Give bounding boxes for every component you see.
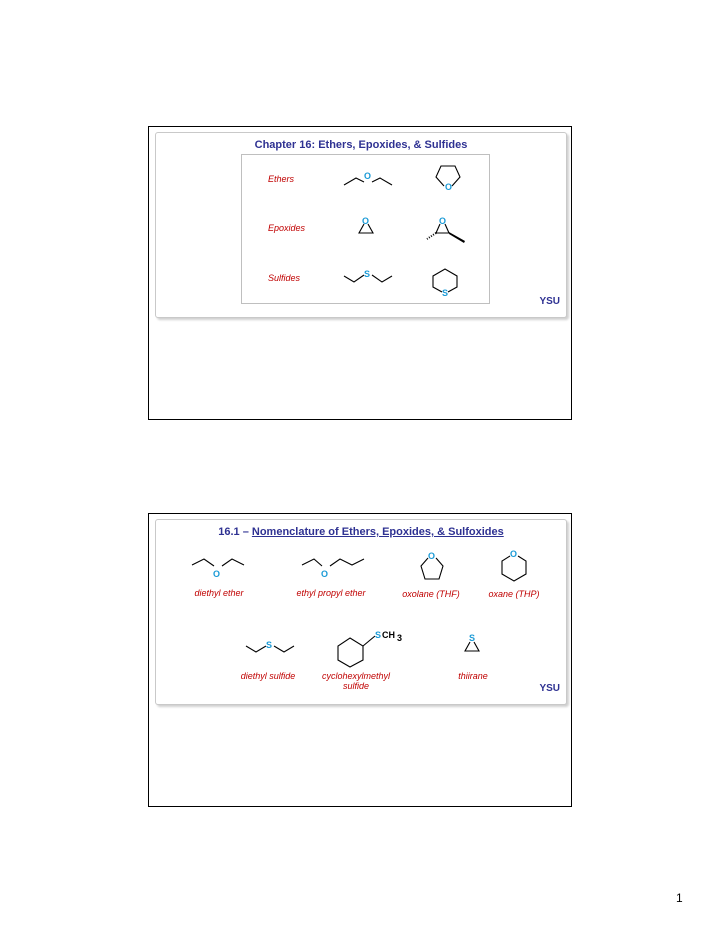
caption-ethyl-propyl-ether: ethyl propyl ether	[296, 588, 366, 598]
atom-s: S	[266, 640, 273, 650]
slide-2-title	[156, 526, 566, 538]
caption-diethyl-ether: diethyl ether	[194, 588, 244, 598]
ethyl-propyl-ether-structure	[300, 556, 366, 580]
tetrahydrofuran-structure	[433, 159, 463, 191]
atom-o: O	[428, 551, 436, 561]
section-title: Nomenclature of Ethers, Epoxides, & Sulfoxides	[251, 526, 504, 538]
caption-thiirane: thiirane	[458, 671, 488, 681]
atom-o: O	[510, 549, 518, 559]
section-number: 16.1 –	[218, 526, 252, 538]
cyclohexylmethyl-sulfide-structure	[336, 624, 406, 668]
atom-o: O	[213, 569, 221, 579]
oxirane-structure	[355, 215, 379, 237]
atom-s: S	[364, 269, 371, 279]
row-label-epoxides: Epoxides	[268, 223, 306, 233]
handout-frame-2	[148, 513, 572, 807]
atom-s: S	[375, 630, 382, 640]
page-number: 1	[676, 891, 683, 905]
dimethyl-oxirane-structure	[425, 215, 469, 245]
handout-frame-1	[148, 126, 572, 420]
diethyl-ether-structure	[190, 556, 246, 580]
slide-1	[155, 132, 567, 318]
atom-o: O	[445, 182, 453, 192]
thiane-structure	[430, 263, 460, 297]
thiirane-structure	[461, 632, 485, 656]
atom-s: S	[469, 633, 476, 643]
ysu-logo: YSU	[539, 296, 560, 307]
diethyl-sulfide-structure	[342, 265, 394, 287]
atom-o: O	[364, 171, 372, 181]
row-label-ethers: Ethers	[268, 174, 295, 184]
diethyl-sulfide-structure	[244, 637, 300, 657]
atom-o: O	[321, 569, 329, 579]
oxane-structure	[499, 548, 529, 588]
caption-oxolane: oxolane (THF)	[402, 589, 460, 599]
oxolane-structure	[418, 550, 446, 584]
caption-diethyl-sulfide: diethyl sulfide	[240, 671, 296, 681]
atom-s: S	[442, 288, 449, 298]
atom-o: O	[439, 216, 447, 226]
methyl-label: CH	[382, 630, 395, 640]
structure-table	[241, 154, 490, 304]
slide-1-title: Chapter 16: Ethers, Epoxides, & Sulfides	[254, 139, 468, 151]
caption-cyclohexylmethyl-sulfide: cyclohexylmethyl sulfide	[321, 671, 391, 691]
ysu-logo: YSU	[539, 683, 560, 694]
atom-o: O	[362, 216, 370, 226]
slide-2	[155, 519, 567, 705]
methyl-subscript: 3	[397, 633, 403, 643]
row-label-sulfides: Sulfides	[268, 273, 301, 283]
diethyl-ether-structure	[342, 165, 394, 189]
caption-oxane: oxane (THP)	[488, 589, 540, 599]
